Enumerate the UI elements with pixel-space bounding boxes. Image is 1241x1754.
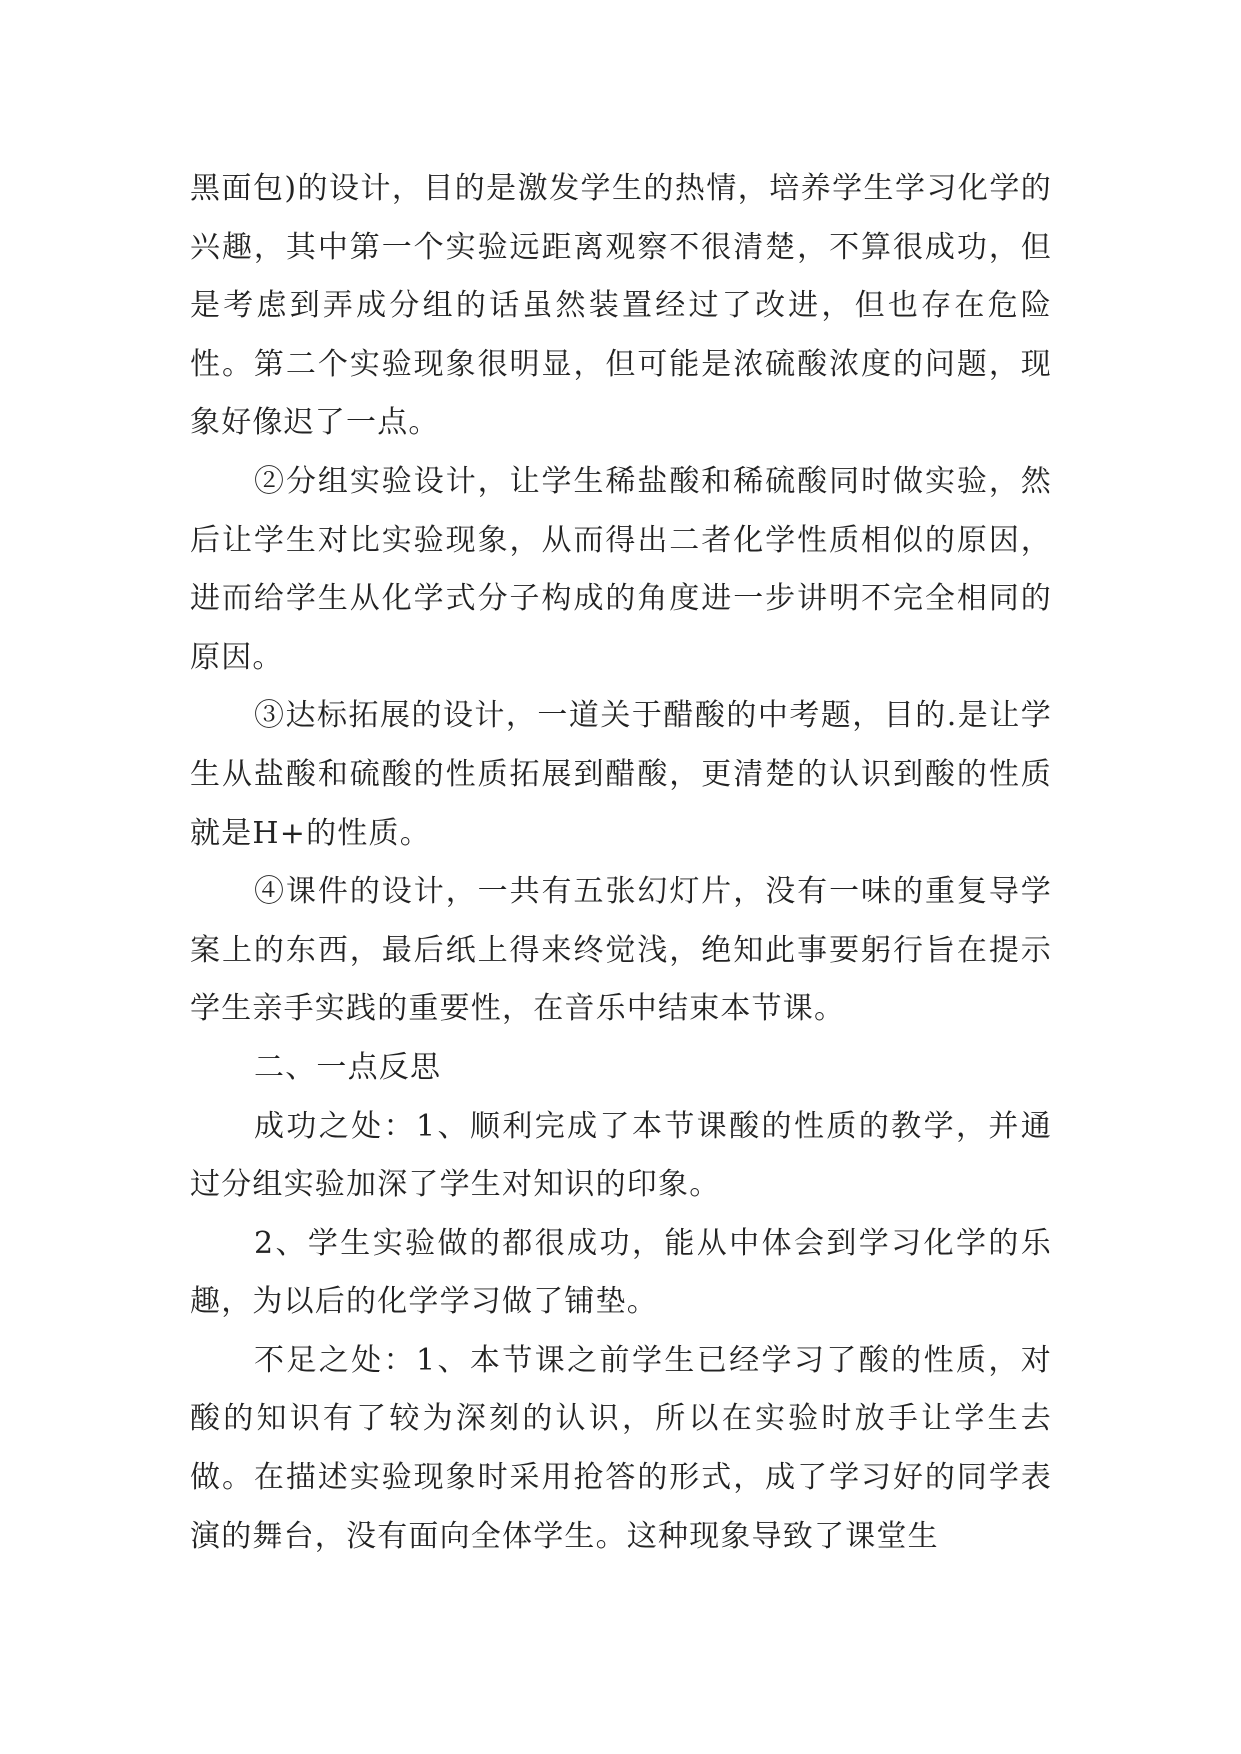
paragraph-1: 黑面包)的设计，目的是激发学生的热情，培养学生学习化学的兴趣，其中第一个实验远距离观察不很清楚，不算很成功，但是考虑到弄成分组的话虽然装置经过了改进，但也存在危险性。第二个实验现象很明显，但可能是浓硫酸浓度的问题，现象好像迟了一点。 xyxy=(190,171,1052,441)
section-heading: 二、一点反思 xyxy=(254,1049,442,1085)
paragraph-3: ③达标拓展的设计，一道关于醋酸的中考题，目的.是让学生从盐酸和硫酸的性质拓展到醋酸，更清楚的认识到酸的性质就是H+的性质。 xyxy=(190,698,1052,851)
paragraph-2: ②分组实验设计，让学生稀盐酸和稀硫酸同时做实验，然后让学生对比实验现象，从而得出二者化学性质相似的原因，进而给学生从化学式分子构成的角度进一步讲明不完全相同的原因。 xyxy=(190,463,1052,675)
paragraph-6: 成功之处：1、顺利完成了本节课酸的性质的教学，并通过分组实验加深了学生对知识的印象。 xyxy=(190,1108,1052,1203)
paragraph-4: ④课件的设计，一共有五张幻灯片，没有一味的重复导学案上的东西，最后纸上得来终觉浅，绝知此事要躬行旨在提示学生亲手实践的重要性，在音乐中结束本节课。 xyxy=(190,874,1052,1027)
document-body xyxy=(190,160,1052,1566)
paragraph-8: 不足之处：1、本节课之前学生已经学习了酸的性质，对酸的知识有了较为深刻的认识，所以在实验时放手让学生去做。在描述实验现象时采用抢答的形式，成了学习好的同学表演的舞台，没有面向全体学生。这种现象导致了课堂生 xyxy=(190,1342,1052,1554)
paragraph-7: 2、学生实验做的都很成功，能从中体会到学习化学的乐趣，为以后的化学学习做了铺垫。 xyxy=(190,1225,1052,1320)
